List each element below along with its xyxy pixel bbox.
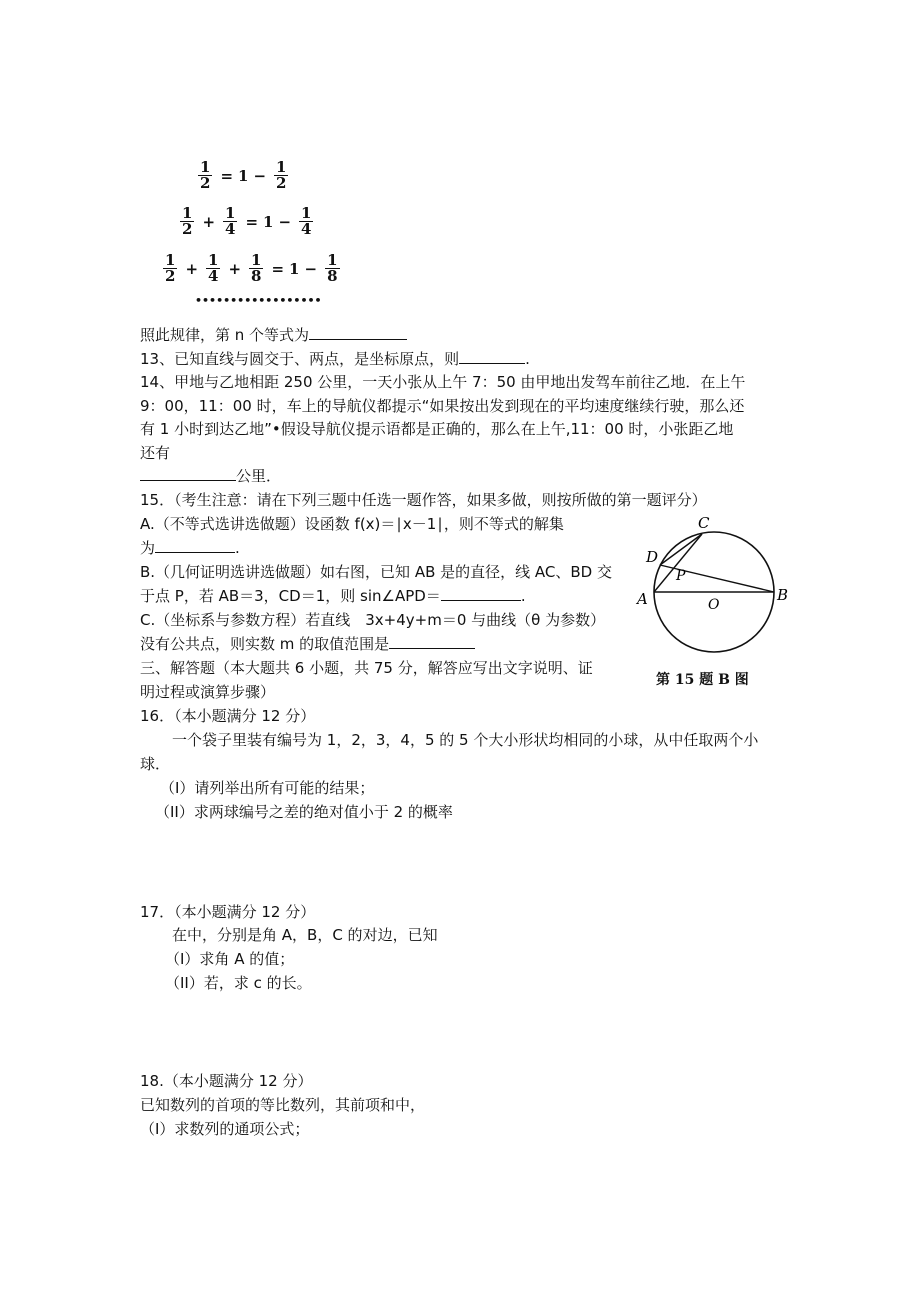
question-17-part-1: （I）求角 A 的值；: [165, 950, 295, 968]
formula-row-3: $\frac{1}{2}$ + $\frac{1}{4}$ + $\frac{1}{8}$ = 1 − $\frac{1}{8}$: [165, 251, 338, 285]
section-3-header-2: 明过程或演算步骤）: [140, 683, 276, 701]
question-14-line-2: 9：00，11：00 时，车上的导航仪都提示“如果按出发到现在的平均速度继续行驶，那么还: [140, 397, 745, 415]
question-18-part-1: （Ⅰ）求数列的通项公式；: [140, 1120, 310, 1138]
question-16-line-1: 一个袋子里装有编号为 1，2，3，4，5 的 5 个大小形状均相同的小球，从中任取两个小: [172, 731, 759, 749]
question-14-line-1: 14、甲地与乙地相距 250 公里，一天小张从上午 7：50 由甲地出发驾车前往乙地．在上午: [140, 373, 746, 391]
fraction: $\frac{1}{4}$: [301, 204, 312, 238]
label-d: D: [646, 548, 659, 566]
question-13: 13、已知直线与圆交于、两点，是坐标原点，则 .: [140, 350, 530, 368]
question-16-part-2: （II）求两球编号之差的绝对值小于 2 的概率: [155, 803, 453, 821]
question-14-line-3: 有 1 小时到达乙地”•假设导航仪提示语都是正确的，那么在上午,11：00 时，小张距乙地: [140, 420, 734, 438]
question-17-line-1: 在中，分别是角 A，B，C 的对边，已知: [172, 926, 438, 944]
question-16-line-2: 球．: [140, 755, 171, 773]
label-c: C: [698, 514, 710, 532]
fraction: $\frac{1}{2}$: [200, 158, 211, 192]
answer-blank: [309, 325, 407, 340]
fraction: $\frac{1}{4}$: [208, 251, 219, 285]
figure-caption: 第 15 题 B 图: [656, 672, 749, 688]
question-18-line-1: 已知数列的首项的等比数列，其前项和中，: [140, 1096, 426, 1114]
question-15b-line-2: 于点 P，若 AB＝3，CD＝1，则 sin∠APD＝ .: [140, 587, 526, 605]
question-14-line-4: 还有: [140, 444, 171, 462]
label-a: A: [637, 590, 648, 608]
circle-geometry-figure: [634, 512, 794, 692]
text-line-pattern: 照此规律，第 n 个等式为: [140, 325, 407, 345]
fraction: $\frac{1}{4}$: [225, 204, 236, 238]
question-15a-line-2: 为 .: [140, 539, 240, 557]
question-15-header: 15．（考生注意：请在下列三题中任选一题作答，如果多做，则按所做的第一题评分）: [140, 491, 707, 509]
ellipsis-dots: ••••••••••••••••••: [195, 294, 322, 307]
formula-row-2: $\frac{1}{2}$ + $\frac{1}{4}$ = 1 − $\frac{1}{4}$: [182, 204, 312, 238]
question-15c-line-2: 没有公共点，则实数 m 的取值范围是: [140, 634, 475, 654]
question-17-part-2: （II）若，求 c 的长。: [165, 974, 312, 992]
question-18-header: 18.（本小题满分 12 分）: [140, 1072, 313, 1090]
fraction: $\frac{1}{2}$: [182, 204, 193, 238]
fraction: $\frac{1}{8}$: [327, 251, 338, 285]
answer-blank: [441, 586, 521, 601]
answer-blank: [459, 349, 525, 364]
answer-blank: [140, 466, 236, 481]
section-3-header-1: 三、解答题（本大题共 6 小题，共 75 分，解答应写出文字说明、证: [140, 659, 593, 677]
formula-pattern: [150, 150, 360, 310]
fraction: $\frac{1}{8}$: [251, 251, 262, 285]
label-b: B: [777, 586, 789, 604]
fraction: $\frac{1}{2}$: [165, 251, 176, 285]
fraction: $\frac{1}{2}$: [276, 158, 287, 192]
answer-blank: [155, 538, 235, 553]
label-p: P: [676, 568, 686, 584]
question-16-part-1: （I）请列举出所有可能的结果；: [160, 779, 375, 797]
label-o: O: [708, 597, 720, 613]
question-14-line-5: 公里．: [140, 466, 281, 486]
question-15c-line-1: C.（坐标系与参数方程）若直线 3x+4y+m＝0 与曲线（θ 为参数）: [140, 611, 606, 629]
question-16-header: 16．（本小题满分 12 分）: [140, 707, 316, 725]
question-15a-line-1: A.（不等式选讲选做题）设函数 f(x)＝∣x－1∣，则不等式的解集: [140, 515, 564, 533]
formula-row-1: $\frac{1}{2}$ = 1 − $\frac{1}{2}$: [200, 158, 287, 192]
question-15b-line-1: B.（几何证明选讲选做题）如右图，已知 AB 是的直径，线 AC、BD 交: [140, 563, 612, 581]
question-17-header: 17．（本小题满分 12 分）: [140, 903, 316, 921]
answer-blank: [389, 634, 475, 649]
